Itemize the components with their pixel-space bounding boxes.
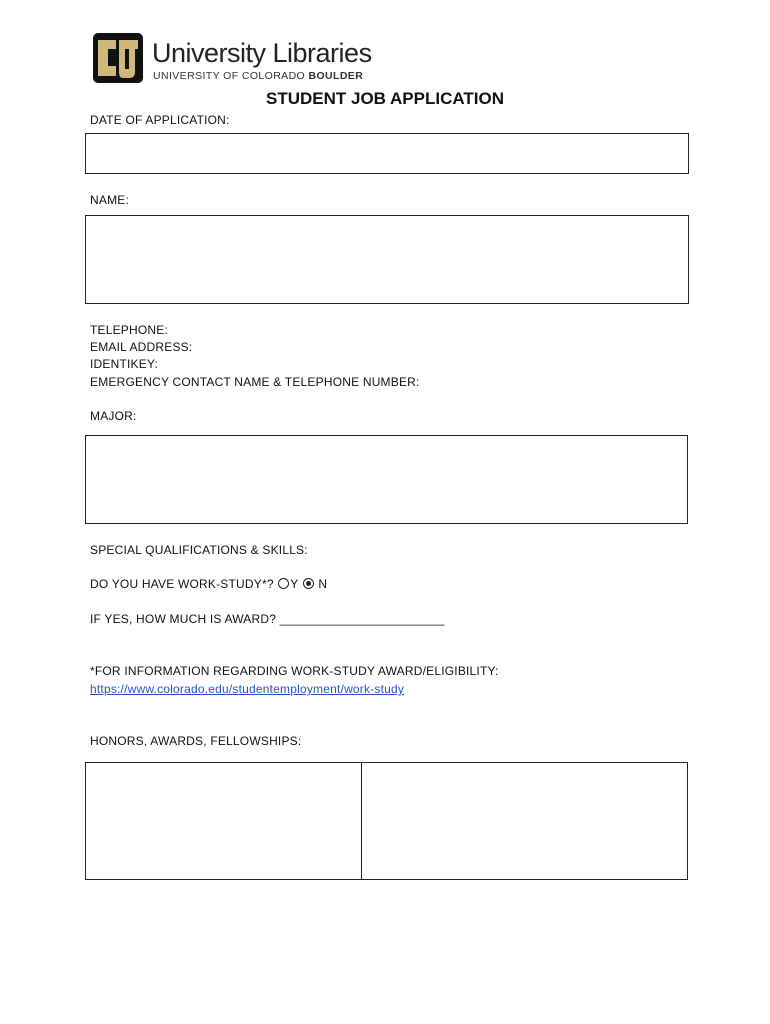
logo-name: University Libraries <box>152 38 372 68</box>
name-field[interactable] <box>85 215 689 304</box>
form-title: STUDENT JOB APPLICATION <box>265 89 504 108</box>
award-label: IF YES, HOW MUCH IS AWARD? ________________________ <box>90 612 445 626</box>
university-libraries-logo <box>92 32 372 84</box>
emergency-contact-label: EMERGENCY CONTACT NAME & TELEPHONE NUMBER: <box>90 375 420 389</box>
date-label: DATE OF APPLICATION: <box>90 113 230 127</box>
major-label: MAJOR: <box>90 409 137 423</box>
honors-field-left[interactable] <box>86 763 361 879</box>
workstudy-info-link[interactable]: https://www.colorado.edu/studentemployment/work-study <box>90 682 405 696</box>
email-label: EMAIL ADDRESS: <box>90 340 193 354</box>
honors-label: HONORS, AWARDS, FELLOWSHIPS: <box>90 734 302 748</box>
honors-field-right[interactable] <box>363 763 687 879</box>
telephone-label: TELEPHONE: <box>90 323 169 337</box>
identikey-label: IDENTIKEY: <box>90 357 159 371</box>
cu-logo-icon <box>92 32 144 84</box>
logo-subtitle <box>153 70 363 82</box>
radio-yes-label: Y <box>290 577 299 591</box>
radio-no-label: N <box>318 577 328 591</box>
radio-no[interactable] <box>303 578 314 589</box>
honors-table <box>85 762 688 880</box>
logo-subtitle-regular: UNIVERSITY OF COLORADO <box>153 70 306 82</box>
name-label: NAME: <box>90 193 130 207</box>
radio-yes[interactable] <box>278 578 289 589</box>
honors-column-divider <box>361 763 362 879</box>
workstudy-row <box>90 576 327 593</box>
major-field[interactable] <box>85 435 688 524</box>
skills-label: SPECIAL QUALIFICATIONS & SKILLS: <box>90 543 308 557</box>
logo-subtitle-bold: BOULDER <box>308 70 364 82</box>
info-note: *FOR INFORMATION REGARDING WORK-STUDY AWARD/ELIGIBILITY: <box>90 664 499 678</box>
date-field[interactable] <box>85 133 689 174</box>
workstudy-question: DO YOU HAVE WORK-STUDY*? <box>90 577 274 591</box>
